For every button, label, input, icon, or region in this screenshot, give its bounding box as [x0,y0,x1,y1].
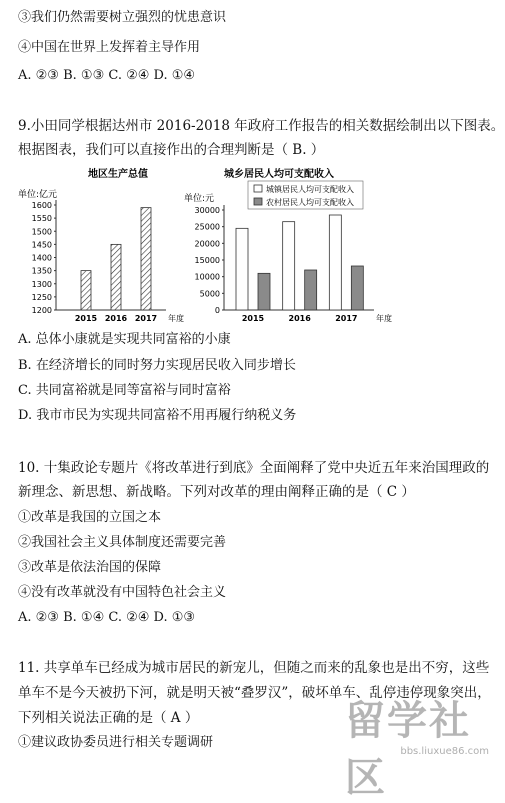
q9-option-a: A. 总体小康就是实现共同富裕的小康 [18,332,231,347]
chart1-xlabel: 年度 [168,314,184,323]
chart2-bar-urban-2015 [236,228,248,310]
q8-option-4: ④中国在世界上发挥着主导作用 [18,40,201,55]
q10-option-2: ②我国社会主义具体制度还需要完善 [18,535,227,550]
q11-option-1: ①建议政协委员进行相关专题调研 [18,735,214,750]
chart2-ytick: 25000 [194,222,220,232]
chart1-ytick: 1400 [31,253,52,263]
chart2-xtick: 2015 [241,314,265,323]
q9-stem-line1: 9.小田同学根据达州市 2016-2018 年政府工作报告的相关数据绘制出以下图表。 [18,118,505,134]
chart1-ytick: 1500 [31,227,52,237]
chart1-ytick: 1550 [31,214,52,224]
q10-stem-line1: 10. 十集政论专题片《将改革进行到底》全面阐释了党中央近五年来治国理政的 [18,460,490,476]
chart2-ytick: 5000 [199,289,220,299]
chart2-title: 城乡居民人均可支配收入 [224,169,334,180]
q11-stem-line2: 单车不是今天被扔下河，就是明天被“叠罗汉”，破坏单车、乱停违停现象突出， [18,685,491,701]
q9-stem-line2: 根据图表，我们可以直接作出的合理判断是（ B. ） [18,142,325,158]
chart2-bar-urban-2016 [283,222,295,310]
q9-charts [16,165,496,325]
q9-option-b: B. 在经济增长的同时努力实现居民收入同步增长 [18,358,296,373]
chart1-ylabel: 单位:亿元 [18,190,58,200]
chart1-bar-2015 [81,271,91,310]
chart2-ylabel: 单位:元 [184,194,215,204]
q8-choices: A. ②③ B. ①③ C. ②④ D. ①④ [18,68,196,83]
q9-option-d: D. 我市市民为实现共同富裕不用再履行纳税义务 [18,408,297,423]
chart2-ytick: 10000 [194,272,220,282]
chart1-ytick: 1300 [31,279,52,289]
chart2-legend-label-rural: 农村居民人均可支配收入 [266,198,354,207]
q11-stem-line3: 下列相关说法正确的是（ A ） [18,710,199,726]
chart2-legend-label-urban: 城镇居民人均可支配收入 [266,185,354,194]
chart1-ytick: 1450 [31,240,52,250]
chart2-ytick: 20000 [194,239,220,249]
q10-option-4: ④没有改革就没有中国特色社会主义 [18,585,227,600]
chart1-ytick: 1600 [31,201,52,210]
q10-option-3: ③改革是依法治国的保障 [18,560,162,575]
chart1-ytick: 1250 [31,292,52,302]
chart1-ytick: 1350 [31,266,52,276]
chart2-xlabel: 年度 [376,314,392,323]
chart2-legend-swatch-urban [254,185,262,192]
chart1-ytick: 1200 [31,306,52,315]
chart2-ytick: 30000 [194,206,220,215]
chart1-xtick: 2017 [134,314,158,323]
q9-charts-svg [16,165,496,325]
watermark-logo-text: 留学社区 [345,698,471,801]
chart1-xtick: 2015 [74,314,98,323]
chart2-ytick: 15000 [194,256,220,265]
chart2-bar-rural-2017 [351,266,363,310]
q9-option-c: C. 共同富裕就是同等富裕与同时富裕 [18,383,231,398]
chart1-xtick: 2016 [104,314,128,323]
chart2-bar-rural-2016 [305,270,317,310]
chart1-bar-2016 [111,244,121,310]
site-watermark [345,689,495,801]
q10-stem-line2: 新理念、新思想、新战略。下列对改革的理由阐释正确的是（ C ） [18,484,415,500]
chart1-title: 地区生产总值 [88,169,148,180]
chart2-bar-urban-2017 [329,215,341,310]
watermark-url: bbs.liuxue86.com [400,746,489,757]
q10-choices: A. ②③ B. ①④ C. ②④ D. ①③ [18,610,196,625]
chart2-legend-swatch-rural [254,198,262,205]
chart1-bar-2017 [141,208,151,310]
chart2-ytick: 0 [214,306,220,315]
q11-stem-line1: 11. 共享单车已经成为城市居民的新宠儿，但随之而来的乱象也是出不穷，这些 [18,660,490,676]
chart2-xtick: 2017 [335,314,358,323]
q8-option-3: ③我们仍然需要树立强烈的忧患意识 [18,10,227,25]
chart2-xtick: 2016 [288,314,311,323]
chart2-bar-rural-2015 [258,273,270,310]
q10-option-1: ①改革是我国的立国之本 [18,510,162,525]
